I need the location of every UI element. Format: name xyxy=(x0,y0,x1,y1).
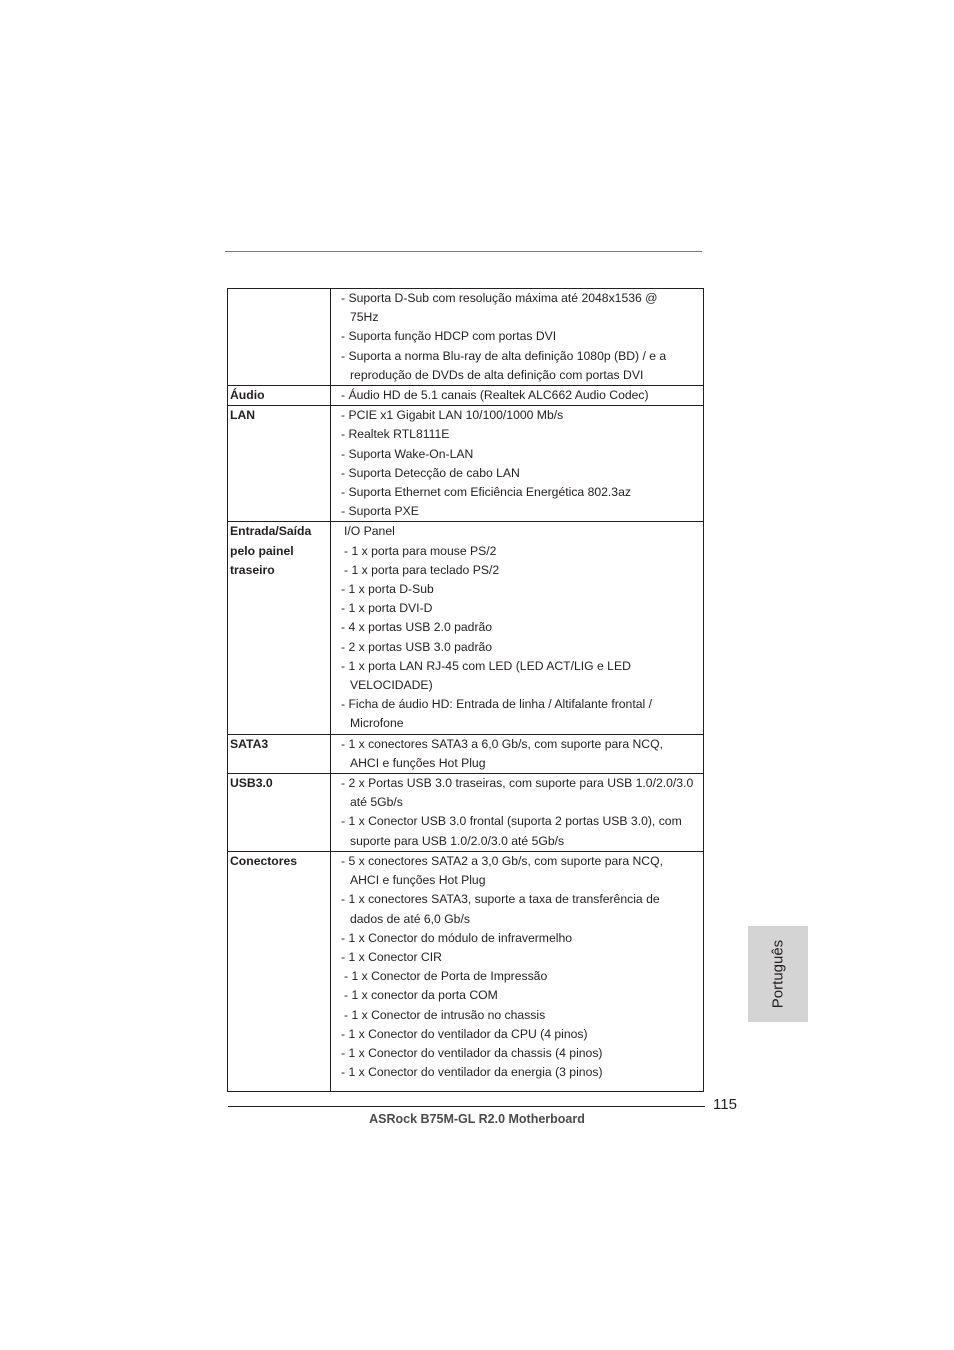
spec-line: - 1 x Conector do ventilador da chassis (4 pinos) xyxy=(341,1045,603,1060)
spec-line: - 1 x Conector do ventilador da energia (3 pinos) xyxy=(341,1065,603,1080)
spec-label-cell xyxy=(228,734,331,773)
spec-line: até 5Gb/s xyxy=(350,795,403,810)
spec-content-cell xyxy=(331,734,704,773)
spec-label-cell xyxy=(228,289,331,386)
spec-label-cell xyxy=(228,851,331,1091)
spec-content-cell xyxy=(331,406,704,522)
spec-label: SATA3 xyxy=(230,736,269,751)
spec-line: - 1 x Conector CIR xyxy=(341,949,442,964)
spec-row xyxy=(228,386,704,406)
spec-line: - Suporta Ethernet com Eficiência Energética 802.3az xyxy=(341,485,631,500)
spec-table xyxy=(227,288,704,1092)
spec-line: - Ficha de áudio HD: Entrada de linha / Altifalante frontal / xyxy=(341,697,652,712)
spec-line: suporte para USB 1.0/2.0/3.0 até 5Gb/s xyxy=(350,833,565,848)
spec-label: Conectores xyxy=(230,853,298,868)
language-tab-label: Português xyxy=(769,939,787,1009)
spec-line: - 5 x conectores SATA2 a 3,0 Gb/s, com suporte para NCQ, xyxy=(341,853,663,868)
spec-content-cell xyxy=(331,851,704,1091)
spec-line: 75Hz xyxy=(350,310,379,325)
spec-line: AHCI e funções Hot Plug xyxy=(350,755,486,770)
spec-line: - 1 x porta LAN RJ-45 com LED (LED ACT/LIG e LED xyxy=(341,658,631,673)
spec-line: Microfone xyxy=(350,716,404,731)
spec-line: - Realtek RTL8111E xyxy=(341,427,450,442)
spec-line: - 1 x Conector de Porta de Impressão xyxy=(344,969,548,984)
spec-line: - 2 x portas USB 3.0 padrão xyxy=(341,639,493,654)
top-divider xyxy=(225,251,702,252)
spec-line: - 1 x conectores SATA3, suporte a taxa de transferência de xyxy=(341,892,660,907)
spec-line: - 1 x Conector do ventilador da CPU (4 pinos) xyxy=(341,1026,588,1041)
spec-label-cell xyxy=(228,406,331,522)
spec-line: - Áudio HD de 5.1 canais (Realtek ALC662 Audio Codec) xyxy=(341,388,649,403)
spec-content-cell xyxy=(331,774,704,852)
spec-line: - 4 x portas USB 2.0 padrão xyxy=(341,620,493,635)
bottom-divider xyxy=(228,1106,705,1107)
spec-line: I/O Panel xyxy=(344,524,395,539)
spec-label-cell xyxy=(228,522,331,734)
spec-row xyxy=(228,851,704,1091)
spec-label: traseiro xyxy=(230,562,275,577)
spec-line: - Suporta Wake-On-LAN xyxy=(341,446,474,461)
spec-line: - Suporta a norma Blu-ray de alta definição 1080p (BD) / e a xyxy=(341,348,667,363)
spec-line: - PCIE x1 Gigabit LAN 10/100/1000 Mb/s xyxy=(341,408,564,423)
spec-label: Entrada/Saída xyxy=(230,524,312,539)
cell-bottom-padding xyxy=(341,1082,703,1091)
spec-line: - Suporta função HDCP com portas DVI xyxy=(341,329,557,344)
spec-table-body xyxy=(228,289,704,1092)
spec-line: AHCI e funções Hot Plug xyxy=(350,873,486,888)
spec-line: - Suporta PXE xyxy=(341,504,419,519)
spec-label: LAN xyxy=(230,408,256,423)
spec-line: - 2 x Portas USB 3.0 traseiras, com suporte para USB 1.0/2.0/3.0 xyxy=(341,776,694,791)
spec-line: reprodução de DVDs de alta definição com portas DVI xyxy=(350,367,644,382)
spec-content-cell xyxy=(331,522,704,734)
spec-content-cell xyxy=(331,386,704,406)
spec-row xyxy=(228,734,704,773)
spec-label-cell xyxy=(228,386,331,406)
spec-line: - 1 x Conector do módulo de infravermelho xyxy=(341,930,573,945)
spec-row xyxy=(228,289,704,386)
spec-line: - 1 x Conector USB 3.0 frontal (suporta 2 portas USB 3.0), com xyxy=(341,814,682,829)
spec-label: pelo painel xyxy=(230,543,294,558)
footer-title: ASRock B75M-GL R2.0 Motherboard xyxy=(369,1112,585,1126)
spec-line: - Suporta D-Sub com resolução máxima até 2048x1536 @ xyxy=(341,291,658,305)
spec-line: VELOCIDADE) xyxy=(350,678,433,693)
spec-row xyxy=(228,774,704,852)
page-number: 115 xyxy=(713,1096,737,1113)
spec-line: dados de até 6,0 Gb/s xyxy=(350,911,470,926)
spec-label: Áudio xyxy=(230,388,265,403)
spec-label: USB3.0 xyxy=(230,776,273,791)
spec-line: - 1 x porta para teclado PS/2 xyxy=(344,562,500,577)
spec-line: - 1 x Conector de intrusão no chassis xyxy=(344,1007,546,1022)
language-side-tab xyxy=(748,926,808,1022)
spec-line: - 1 x conector da porta COM xyxy=(344,988,498,1003)
spec-line: - 1 x conectores SATA3 a 6,0 Gb/s, com suporte para NCQ, xyxy=(341,736,663,751)
spec-line: - 1 x porta para mouse PS/2 xyxy=(344,543,497,558)
spec-label-cell xyxy=(228,774,331,852)
spec-line: - 1 x porta DVI-D xyxy=(341,601,433,616)
spec-row xyxy=(228,522,704,734)
spec-line: - 1 x porta D-Sub xyxy=(341,582,434,597)
spec-line: - Suporta Detecção de cabo LAN xyxy=(341,465,520,480)
spec-content-cell xyxy=(331,289,704,386)
spec-row xyxy=(228,406,704,522)
